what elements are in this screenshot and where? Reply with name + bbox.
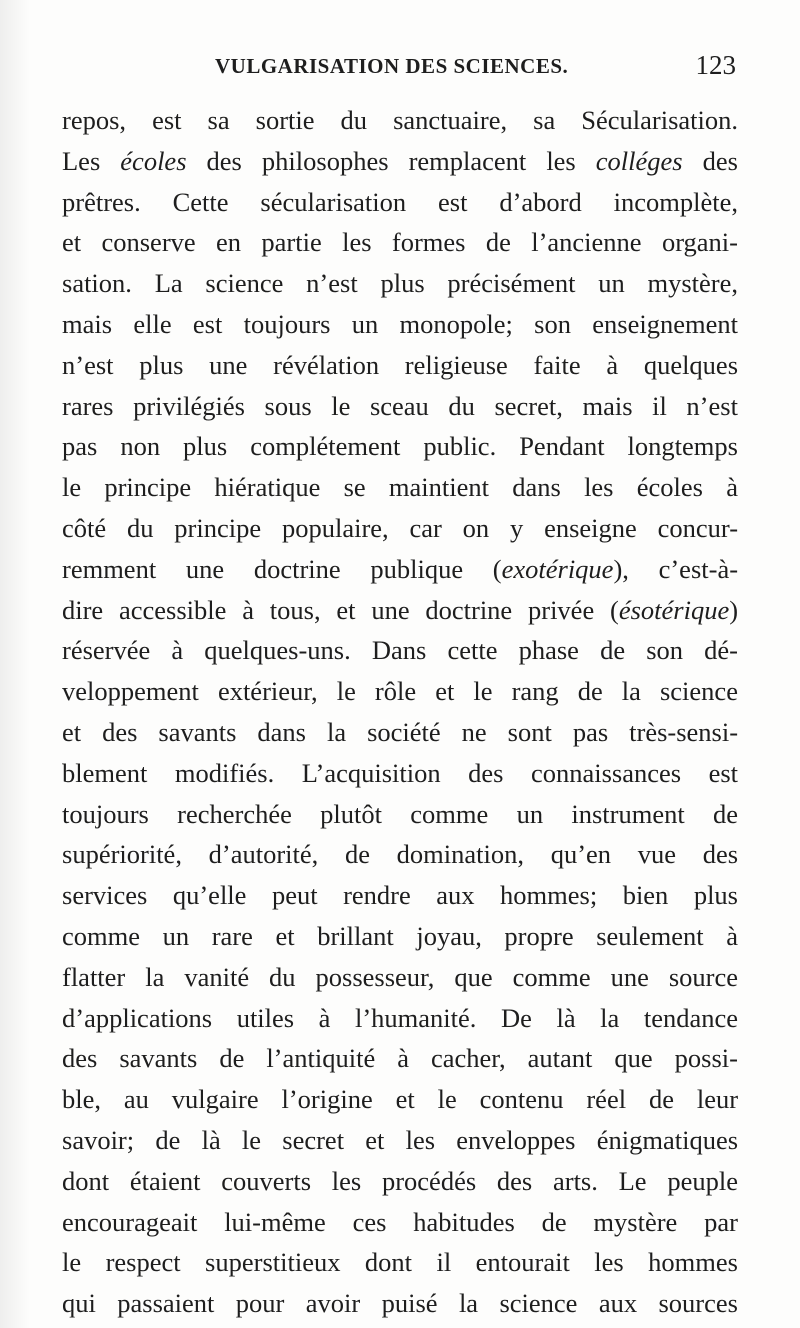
text-line: services qu’elle peut rendre aux hommes; bien plus [62, 880, 738, 911]
text-line: réservée à quelques-uns. Dans cette phase de son dé- [62, 635, 739, 666]
page-number: 123 [695, 50, 736, 80]
text-line: comme un rare et brillant joyau, propre seulement à [62, 920, 738, 951]
text-line: encourageait lui-même ces habitudes de mystère par [62, 1206, 738, 1237]
text-line: mais elle est toujours un monopole; son enseignement [62, 308, 738, 339]
text-line: supériorité, d’autorité, de domination, qu’en vue des [62, 839, 739, 870]
body-text [62, 100, 738, 1324]
text-line: pas non plus complétement public. Pendant longtemps [62, 431, 738, 462]
text-line: et conserve en partie les formes de l’ancienne organi- [62, 227, 738, 258]
page-edge-shadow [0, 0, 30, 1328]
text-line: Les écoles des philosophes remplacent les colléges des [62, 145, 738, 176]
text-line: le principe hiératique se maintient dans les écoles à [62, 472, 738, 503]
text-line: dont étaient couverts les procédés des arts. Le peuple [62, 1165, 738, 1196]
text-line: flatter la vanité du possesseur, que comme une source [62, 961, 739, 992]
text-line: veloppement extérieur, le rôle et le rang de la science [62, 676, 738, 707]
text-line: savoir; de là le secret et les enveloppes énigmatiques [62, 1124, 739, 1155]
text-line: des savants de l’antiquité à cacher, autant que possi- [62, 1043, 738, 1074]
text-line: blement modifiés. L’acquisition des connaissances est [62, 757, 739, 788]
text-line: toujours recherchée plutôt comme un instrument de [62, 798, 739, 829]
text-line: sation. La science n’est plus précisément un mystère, [62, 268, 738, 299]
text-line: ble, au vulgaire l’origine et le contenu réel de leur [62, 1084, 739, 1115]
text-line: rares privilégiés sous le sceau du secret, mais il n’est [62, 390, 738, 421]
running-header [60, 50, 736, 86]
running-title: VULGARISATION DES SCIENCES. [215, 54, 569, 78]
text-line: remment une doctrine publique ( exotérique ), c’est-à- [62, 553, 739, 584]
text-line: et des savants dans la société ne sont pas très-sensi- [62, 716, 739, 747]
text-line: qui passaient pour avoir puisé la science aux sources [62, 1288, 738, 1319]
text-line: repos, est sa sortie du sanctuaire, sa Sécularisation. [62, 105, 739, 135]
text-line: prêtres. Cette sécularisation est d’abord incomplète, [62, 186, 738, 217]
text-line: n’est plus une révélation religieuse faite à quelques [62, 349, 739, 380]
text-line: d’applications utiles à l’humanité. De là la tendance [62, 1002, 739, 1033]
text-line: le respect superstitieux dont il entourait les hommes [62, 1247, 738, 1278]
text-line: côté du principe populaire, car on y enseigne concur- [62, 512, 739, 543]
text-line: dire accessible à tous, et une doctrine privée ( ésotérique ) [62, 594, 739, 625]
